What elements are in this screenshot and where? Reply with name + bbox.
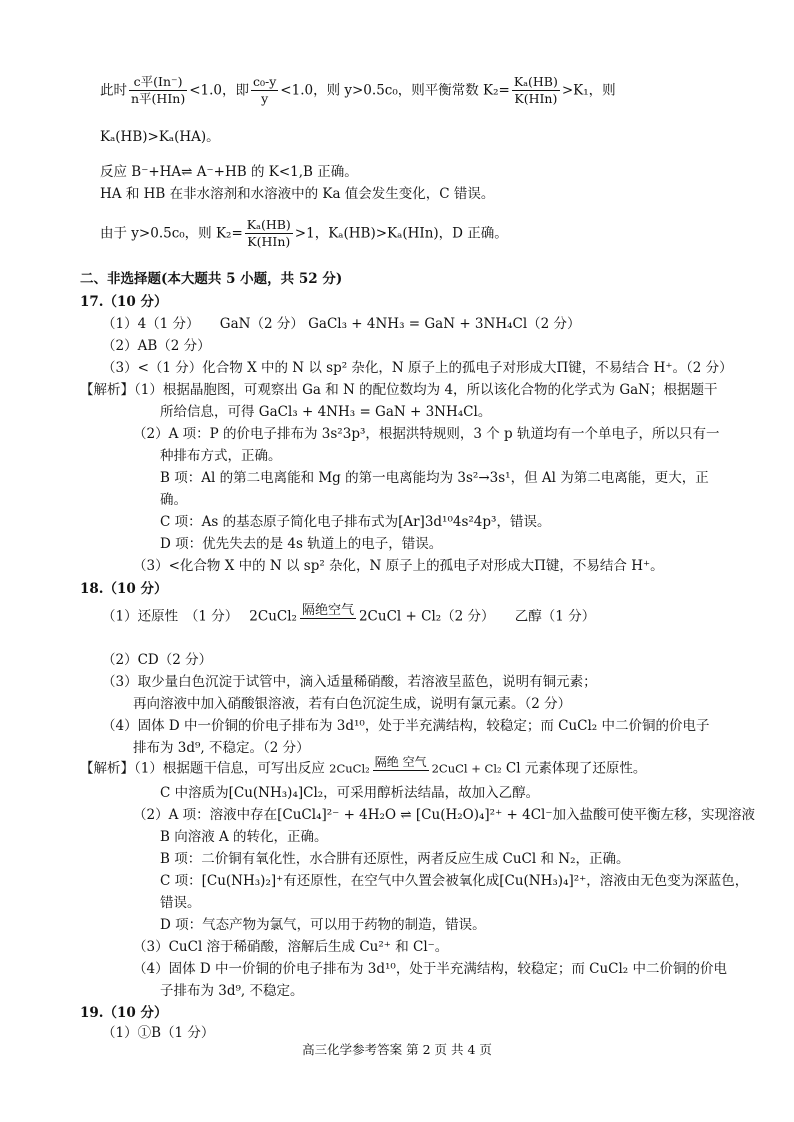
fraction-numerator: c₀-y	[252, 74, 277, 89]
text: <1.0，即	[189, 82, 249, 99]
reaction-arrow	[373, 755, 429, 783]
analysis-line: B 项：二价铜有氧化性，水合肼有还原性，两者反应生成 CuCl 和 N₂，正确。	[160, 851, 630, 867]
fraction-numerator: Kₐ(HB)	[246, 217, 291, 232]
fraction-denominator: K(HIn)	[514, 91, 558, 106]
analysis-line: 【解析】（1）根据晶胞图，可观察出 Ga 和 N 的配位数均为 4，所以该化合物的化学式为 GaN；根据题干	[80, 382, 718, 398]
text: 【解析】（1）根据题干信息，可写出反应	[80, 760, 325, 777]
analysis-line: B 项：Al 的第二电离能和 Mg 的第一电离能均为 3s²→3s¹，但 Al 为第二电离能，更大，正	[160, 470, 709, 486]
answer-line: 再向溶液中加入硝酸银溶液，若有白色沉淀生成，说明有氯元素。（2 分）	[133, 696, 572, 712]
reaction-condition: 隔绝空气	[301, 602, 354, 618]
analysis-line	[80, 752, 646, 785]
reaction-condition: 隔绝 空气	[374, 754, 427, 769]
analysis-line: （3）CuCl 溶于稀硝酸，溶解后生成 Cu²⁺ 和 Cl⁻。	[133, 939, 449, 955]
analysis-line: D 项：优先失去的是 4s 轨道上的电子，错误。	[160, 536, 443, 552]
analysis-line: 所给信息，可得 GaCl₃ + 4NH₃ = GaN + 3NH₄Cl。	[160, 404, 492, 420]
reaction-product: 2CuCl + Cl₂	[431, 761, 502, 776]
answer-line: （2）CD（2 分）	[102, 652, 213, 668]
reaction-arrow	[300, 603, 356, 631]
text-line: Kₐ(HB)>Kₐ(HA)。	[100, 129, 220, 145]
fraction	[245, 217, 293, 250]
analysis-line: 错误。	[160, 895, 201, 911]
equilibrium-line	[100, 215, 508, 252]
analysis-line: （2）A 项：溶液中存在[CuCl₄]²⁻ + 4H₂O ⇌ [Cu(H₂O)₄]²⁺ + 4Cl⁻加入盐酸可使平衡左移，实现溶液	[133, 807, 755, 823]
fraction-numerator: Kₐ(HB)	[513, 74, 558, 89]
analysis-line: （2）A 项：P 的价电子排布为 3s²3p³，根据洪特规则，3 个 p 轨道均有一个单电子，所以只有一	[133, 426, 720, 442]
equilibrium-line	[100, 72, 616, 109]
fraction-denominator: n平(HIn)	[131, 91, 186, 106]
text-line: HA 和 HB 在非水溶剂和水溶液中的 Ka 值会发生变化，C 错误。	[100, 186, 495, 202]
question-heading: 18.（10 分）	[80, 581, 168, 597]
fraction	[129, 74, 187, 107]
analysis-line: 子排布为 3d⁹, 不稳定。	[160, 983, 304, 999]
analysis-line: 种排布方式，正确。	[160, 448, 282, 464]
text: Cl 元素体现了还原性。	[505, 760, 647, 777]
reaction-reactant: 2CuCl₂	[329, 761, 370, 776]
page-footer: 高三化学参考答案 第 2 页 共 4 页	[302, 1042, 492, 1057]
text: 由于 y>0.5c₀，则 K₂=	[100, 225, 243, 242]
analysis-line: C 项：[Cu(NH₃)₂]⁺有还原性，在空气中久置会被氧化成[Cu(NH₃)₄]²⁺，溶液由无色变为深蓝色，	[160, 873, 749, 889]
analysis-line: D 项：气态产物为氯气，可以用于药物的制造，错误。	[160, 917, 486, 933]
answer-line: （1）4（1 分） GaN（2 分） GaCl₃ + 4NH₃ = GaN + 3NH₄Cl（2 分）	[102, 316, 581, 332]
fraction-denominator: y	[261, 91, 269, 106]
text-line: 反应 B⁻+HA⇌ A⁻+HB 的 K<1,B 正确。	[100, 164, 358, 180]
text: （1）还原性 （1 分）	[102, 608, 232, 625]
fraction	[512, 74, 560, 107]
answer-line: （1）①B（1 分）	[102, 1025, 215, 1041]
question-heading: 19.（10 分）	[80, 1005, 168, 1021]
text: <1.0，则 y>0.5c₀，则平衡常数 K₂=	[280, 82, 510, 99]
text: >1，Kₐ(HB)>Kₐ(HIn)，D 正确。	[294, 225, 508, 242]
answer-line: （3）取少量白色沉淀于试管中，滴入适量稀硝酸，若溶液呈蓝色，说明有铜元素；	[102, 674, 597, 690]
answer-line	[102, 600, 595, 633]
reaction-product: 2CuCl + Cl₂（2 分） 乙醇（1 分）	[358, 608, 596, 625]
fraction	[251, 74, 278, 107]
answer-line: 排布为 3d⁹, 不稳定。（2 分）	[133, 740, 310, 756]
question-heading: 17.（10 分）	[80, 294, 168, 310]
fraction-denominator: K(HIn)	[247, 234, 291, 249]
analysis-line: 确。	[160, 492, 187, 508]
text: 此时	[100, 82, 127, 99]
section-heading: 二、非选择题(本大题共 5 小题，共 52 分)	[80, 271, 343, 287]
analysis-line: C 项：As 的基态原子简化电子排布式为[Ar]3d¹⁰4s²4p³，错误。	[160, 514, 551, 530]
answer-line: （2）AB（2 分）	[102, 338, 211, 354]
reaction-reactant: 2CuCl₂	[249, 608, 297, 625]
analysis-line: C 中溶质为[Cu(NH₃)₄]Cl₂，可采用醇析法结晶，故加入乙醇。	[160, 785, 540, 801]
fraction-numerator: c平(In⁻)	[129, 74, 187, 91]
text: >K₁，则	[561, 82, 616, 99]
analysis-line: （4）固体 D 中一价铜的价电子排布为 3d¹⁰，处于半充满结构，较稳定；而 CuCl₂ 中二价铜的价电	[133, 961, 728, 977]
answer-line: （3）<（1 分）化合物 X 中的 N 以 sp² 杂化，N 原子上的孤电子对形成大Π键，不易结合 H⁺。（2 分）	[102, 360, 733, 376]
analysis-line: B 向溶液 A 的转化，正确。	[160, 829, 328, 845]
analysis-line: （3）<化合物 X 中的 N 以 sp² 杂化，N 原子上的孤电子对形成大Π键，不易结合 H⁺。	[133, 558, 664, 574]
answer-line: （4）固体 D 中一价铜的价电子排布为 3d¹⁰，处于半充满结构，较稳定；而 CuCl₂ 中二价铜的价电子	[102, 718, 710, 734]
